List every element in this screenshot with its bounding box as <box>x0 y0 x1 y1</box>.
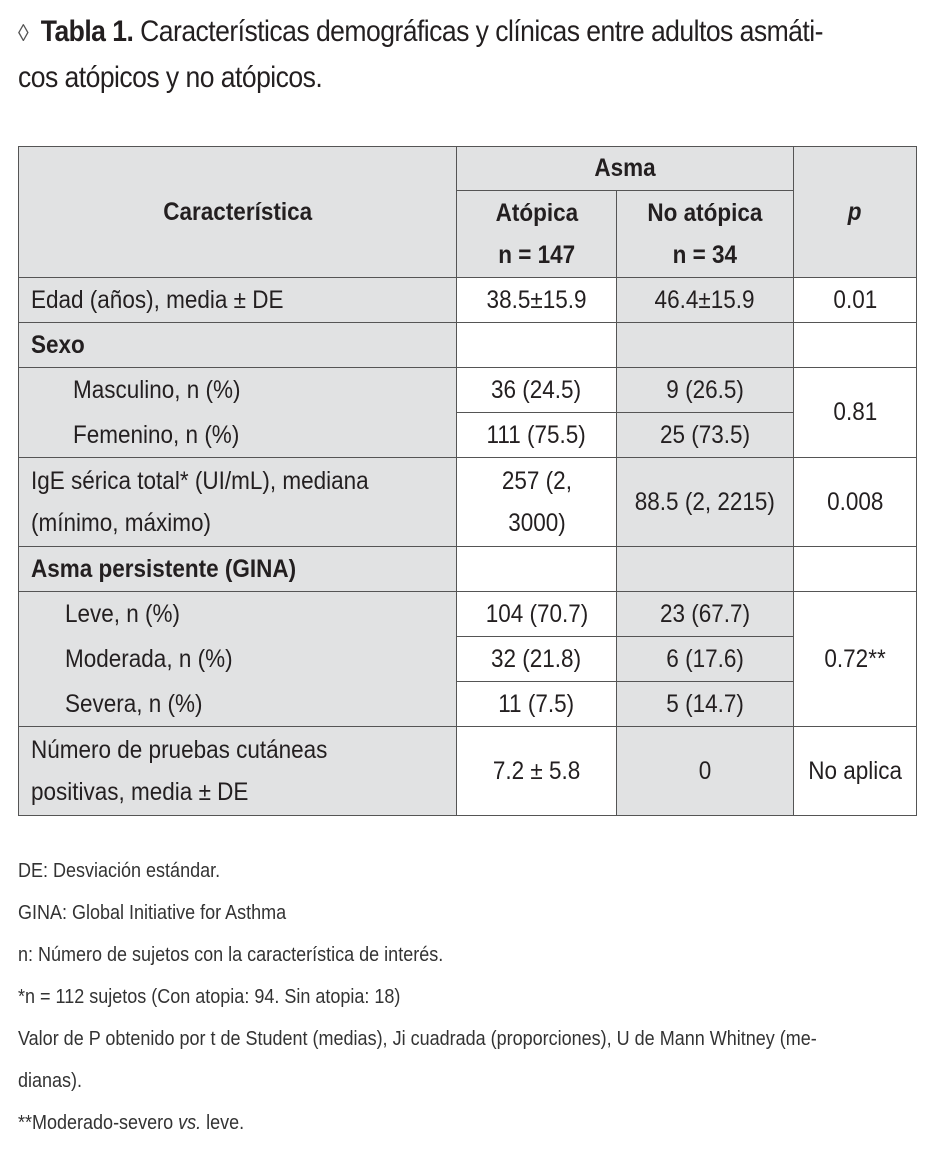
row-label: Moderada, n (%) <box>19 637 457 682</box>
header-p: p <box>794 147 917 278</box>
header-atopic: Atópica n = 147 <box>457 191 617 278</box>
cell-atopic <box>457 323 617 368</box>
header-asma: Asma <box>457 147 794 191</box>
table-row <box>19 368 917 413</box>
table-row <box>19 323 917 368</box>
diamond-icon: ◊ <box>18 20 29 47</box>
row-label: Masculino, n (%) <box>19 368 457 413</box>
table-row <box>19 413 917 458</box>
cell-nonatopic: 5 (14.7) <box>617 682 794 727</box>
cell-p: 0.72** <box>794 592 917 727</box>
cell-p: 0.01 <box>794 278 917 323</box>
footnote: DE: Desviación estándar. <box>18 860 221 882</box>
header-nonatopic: No atópica n = 34 <box>617 191 794 278</box>
cell-atopic: 104 (70.7) <box>457 592 617 637</box>
cell-atopic: 32 (21.8) <box>457 637 617 682</box>
footnote: **Moderado-severo vs. leve. <box>18 1112 245 1134</box>
footnote: GINA: Global Initiative for Asthma <box>18 902 287 924</box>
cell-atopic: 38.5±15.9 <box>457 278 617 323</box>
row-label: Número de pruebas cutáneas positivas, media ± DE <box>19 727 457 816</box>
cell-nonatopic: 25 (73.5) <box>617 413 794 458</box>
table-title <box>18 10 918 100</box>
cell-p: No aplica <box>794 727 917 816</box>
footnote: dianas). <box>18 1070 83 1092</box>
table-row <box>19 547 917 592</box>
cell-atopic: 11 (7.5) <box>457 682 617 727</box>
cell-atopic: 257 (2, 3000) <box>457 458 617 547</box>
title-text-continued: cos atópicos y no atópicos. <box>18 61 323 94</box>
cell-nonatopic: 88.5 (2, 2215) <box>617 458 794 547</box>
cell-p: 0.008 <box>794 458 917 547</box>
row-label: Femenino, n (%) <box>19 413 457 458</box>
demographics-table <box>18 146 917 816</box>
cell-atopic <box>457 547 617 592</box>
cell-nonatopic: 6 (17.6) <box>617 637 794 682</box>
row-label: Edad (años), media ± DE <box>19 278 457 323</box>
cell-nonatopic: 23 (67.7) <box>617 592 794 637</box>
row-label: Asma persistente (GINA) <box>19 547 457 592</box>
table-row <box>19 278 917 323</box>
table-row <box>19 727 917 816</box>
cell-p: 0.81 <box>794 368 917 458</box>
row-label: Sexo <box>19 323 457 368</box>
row-label: IgE sérica total* (UI/mL), mediana (mínimo, máximo) <box>19 458 457 547</box>
header-characteristic: Característica <box>19 147 457 278</box>
cell-p <box>794 547 917 592</box>
row-label: Severa, n (%) <box>19 682 457 727</box>
cell-atopic: 111 (75.5) <box>457 413 617 458</box>
cell-nonatopic: 9 (26.5) <box>617 368 794 413</box>
cell-p <box>794 323 917 368</box>
cell-nonatopic <box>617 323 794 368</box>
footnote: Valor de P obtenido por t de Student (medias), Ji cuadrada (proporciones), U de Mann Whitney (me- <box>18 1028 817 1050</box>
cell-atopic: 7.2 ± 5.8 <box>457 727 617 816</box>
table-row <box>19 682 917 727</box>
footnote: n: Número de sujetos con la característica de interés. <box>18 944 444 966</box>
title-text: Características demográficas y clínicas entre adultos asmáti- <box>140 15 823 48</box>
table-label: Tabla 1. <box>40 15 134 48</box>
cell-atopic: 36 (24.5) <box>457 368 617 413</box>
row-label: Leve, n (%) <box>19 592 457 637</box>
table-row <box>19 458 917 547</box>
cell-nonatopic: 0 <box>617 727 794 816</box>
table-footnotes <box>18 850 918 1144</box>
cell-nonatopic: 46.4±15.9 <box>617 278 794 323</box>
table-row <box>19 637 917 682</box>
table-row <box>19 592 917 637</box>
cell-nonatopic <box>617 547 794 592</box>
footnote: *n = 112 sujetos (Con atopia: 94. Sin atopia: 18) <box>18 986 401 1008</box>
